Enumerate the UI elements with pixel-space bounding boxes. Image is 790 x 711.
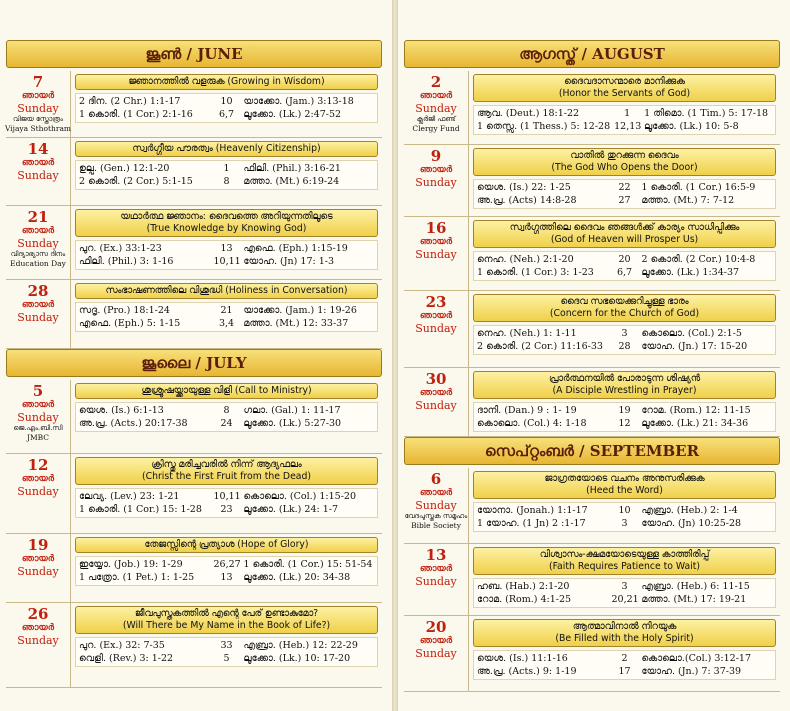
day-name-ml: ഞായർ <box>419 488 453 498</box>
date-cell <box>6 603 71 687</box>
reading-verse: 1 <box>223 163 230 174</box>
theme-box <box>75 283 378 299</box>
day-name-ml: ഞായർ <box>21 554 55 564</box>
week-content <box>469 616 780 691</box>
right-column <box>404 40 780 692</box>
reading-nt: ലൂക്കോ. (Lk.) 10: 5-8 <box>644 121 739 132</box>
day-note-en: Education Day <box>10 259 66 268</box>
reading-verse: 5 <box>223 653 230 664</box>
reading-ot: വെളി. (Rev.) 3: 1-22 <box>79 653 174 664</box>
reading-nt: ലൂക്കോ. (Lk.) 5:27-30 <box>243 418 342 429</box>
right-page <box>398 0 790 711</box>
day-name-ml: ഞായർ <box>21 91 55 101</box>
theme-line: (Be Filled with the Holy Spirit) <box>555 633 694 644</box>
reading-ot: ഹബ. (Hab.) 2:1-20 <box>477 581 570 592</box>
reading-nt: എബ്രാ. (Heb.) 2: 1-4 <box>641 505 738 516</box>
reading-ot: ഇയ്യോ. (Job.) 19: 1-29 <box>79 559 183 570</box>
reading-ot: സദൃ. (Pro.) 18:1-24 <box>79 305 170 316</box>
day-note-en: Vijaya Sthothram <box>4 124 72 133</box>
reading-verse: 10 <box>618 505 631 516</box>
reading-verse: 2 <box>621 653 628 664</box>
theme-box <box>473 471 776 499</box>
week-row <box>404 368 780 437</box>
theme-box <box>75 537 378 553</box>
day-name-en: Sunday <box>415 499 457 512</box>
theme-line: സ്വർഗ്ഗത്തിലെ ദൈവം ഞങ്ങൾക്ക് കാര്യം സാധിപ്പിക്കും <box>509 222 740 233</box>
day-name-en: Sunday <box>415 176 457 189</box>
theme-box <box>473 148 776 176</box>
readings-table <box>75 160 378 190</box>
day-number: 20 <box>425 618 447 636</box>
theme-line: ജീവപുസ്തകത്തിൽ എന്റെ പേര് ഉണ്ടാകുമോ? <box>134 608 319 619</box>
reading-verse: 13 <box>220 572 233 583</box>
reading-verse: 22 <box>618 182 631 193</box>
reading-verse: 26,27 <box>213 559 241 570</box>
day-name-en: Sunday <box>17 311 59 324</box>
week-content <box>71 454 382 533</box>
week-content <box>71 603 382 687</box>
reading-nt: എബ്രാ. (Heb.) 12: 22-29 <box>243 640 358 651</box>
day-name-en: Sunday <box>415 399 457 412</box>
theme-line: (God of Heaven will Prosper Us) <box>550 234 699 245</box>
day-name-en: Sunday <box>17 634 59 647</box>
day-name-ml: ഞായർ <box>419 237 453 247</box>
theme-box <box>473 74 776 102</box>
reading-nt: ഫിലി. (Phil.) 3:16-21 <box>243 163 341 174</box>
readings-table <box>75 93 378 123</box>
week-row <box>404 468 780 544</box>
reading-verse: 6,7 <box>616 267 633 278</box>
date-cell <box>404 145 469 216</box>
reading-nt: യോഹ. (Jn) 10:25-28 <box>641 518 742 529</box>
week-row <box>6 71 382 138</box>
theme-box <box>473 371 776 399</box>
day-name-ml: ഞായർ <box>21 623 55 633</box>
week-row <box>6 534 382 603</box>
readings-table <box>473 105 776 135</box>
reading-nt: 2 കൊരി. (2 Cor.) 10:4-8 <box>641 254 756 265</box>
day-name-en: Sunday <box>17 169 59 182</box>
week-row <box>404 616 780 692</box>
day-number: 12 <box>27 456 49 474</box>
day-name-ml: ഞായർ <box>419 311 453 321</box>
week-row <box>404 291 780 368</box>
reading-ot: നെഹ. (Neh.) 2:1-20 <box>477 254 574 265</box>
reading-nt: കൊലൊ. (Col.) 1:15-20 <box>243 491 357 502</box>
readings-table <box>75 240 378 270</box>
reading-ot: 2 കൊരി. (2 Cor.) 11:16-33 <box>477 341 603 352</box>
reading-nt: മത്താ. (Mt.) 7: 7-12 <box>641 195 735 206</box>
reading-ot: യെശ. (Is.) 6:1-13 <box>79 405 164 416</box>
theme-line: സംഭാഷണത്തിലെ വിശുദ്ധി (Holiness in Conversation) <box>105 285 348 296</box>
week-content <box>469 145 780 216</box>
readings-table <box>473 650 776 680</box>
readings-table <box>473 578 776 608</box>
reading-nt: ലൂക്കോ. (Lk.) 2:47-52 <box>243 109 342 120</box>
reading-ot: 1 തെസ്സ. (1 Thess.) 5: 12-28 <box>477 121 611 132</box>
theme-line: വിശ്വാസം-ക്ഷമയോടെയുള്ള കാത്തിരിപ്പ് <box>539 549 710 560</box>
week-row <box>6 454 382 534</box>
reading-ot: ലേവ്യ. (Lev.) 23: 1-21 <box>79 491 180 502</box>
theme-line: (A Disciple Wrestling in Prayer) <box>552 385 697 396</box>
reading-verse: 10,11 <box>213 491 241 502</box>
theme-box <box>473 619 776 647</box>
day-number: 9 <box>430 147 442 165</box>
day-name-en: Sunday <box>415 322 457 335</box>
month-section <box>6 349 382 688</box>
theme-line: (Heed the Word) <box>586 485 663 496</box>
reading-verse: 19 <box>618 405 631 416</box>
readings-table <box>473 251 776 281</box>
theme-box <box>75 74 378 90</box>
date-cell <box>6 534 71 602</box>
reading-nt: യോഹ. (Jn.) 17: 15-20 <box>641 341 748 352</box>
reading-ot: ദാനി. (Dan.) 9 : 1- 19 <box>477 405 577 416</box>
readings-table <box>75 302 378 332</box>
date-cell <box>6 138 71 205</box>
theme-box <box>75 209 378 237</box>
theme-line: (The God Who Opens the Door) <box>551 162 698 173</box>
reading-ot: ഫിലി. (Phil.) 3: 1-16 <box>79 256 174 267</box>
week-content <box>71 380 382 453</box>
theme-box <box>75 141 378 157</box>
reading-nt: ഗലാ. (Gal.) 1: 11-17 <box>243 405 341 416</box>
day-note: ക്ലർജി ഫണ്ട് <box>416 115 456 123</box>
week-row <box>404 145 780 217</box>
month-header: ജൂൺ / JUNE <box>6 40 382 68</box>
left-column <box>6 40 382 688</box>
reading-ot: അ.പ്ര. (Acts.) 20:17-38 <box>79 418 188 429</box>
day-name-en: Sunday <box>415 575 457 588</box>
month-section <box>404 40 780 437</box>
reading-nt: 1 കൊരി. (1 Cor.) 16:5-9 <box>641 182 756 193</box>
week-row <box>6 206 382 280</box>
reading-nt: 1 കൊരി. (1 Cor.) 15: 51-54 <box>243 559 373 570</box>
week-row <box>6 380 382 454</box>
day-name-ml: ഞായർ <box>419 564 453 574</box>
day-name-ml: ഞായർ <box>21 300 55 310</box>
week-row <box>6 138 382 206</box>
date-cell <box>404 468 469 543</box>
reading-ot: 1 പത്രോ. (1 Pet.) 1: 1-25 <box>79 572 195 583</box>
readings-table <box>473 502 776 532</box>
date-cell <box>404 544 469 615</box>
date-cell <box>404 291 469 367</box>
readings-table <box>473 325 776 355</box>
day-note: വിദ്യാഭ്യാസ ദിനം <box>10 250 66 258</box>
reading-ot: 1 കൊരി. (1 Cor.) 2:1-16 <box>79 109 193 120</box>
reading-nt: യോഹ. (Jn.) 7: 37-39 <box>641 666 742 677</box>
reading-verse: 27 <box>618 195 631 206</box>
readings-table <box>75 637 378 667</box>
week-content <box>469 217 780 290</box>
day-number: 16 <box>425 219 447 237</box>
reading-verse: 20,21 <box>611 594 639 605</box>
week-row <box>6 603 382 688</box>
reading-nt: ലൂക്കോ. (Lk.) 1:34-37 <box>641 267 740 278</box>
day-number: 6 <box>430 470 442 488</box>
reading-nt: എബ്രാ. (Heb.) 6: 11-15 <box>641 581 750 592</box>
date-cell <box>6 280 71 348</box>
reading-verse: 10 <box>220 96 233 107</box>
theme-box <box>75 457 378 485</box>
reading-ot: 1 കൊരി. (1 Cor.) 15: 1-28 <box>79 504 202 515</box>
day-number: 21 <box>27 208 49 226</box>
week-content <box>71 71 382 137</box>
day-number: 13 <box>425 546 447 564</box>
day-note: വേദപുസ്തക സമൂഹം <box>404 512 468 520</box>
reading-ot: 2 ദിന. (2 Chr.) 1:1-17 <box>79 96 181 107</box>
date-cell <box>6 206 71 279</box>
reading-verse: 3 <box>621 328 628 339</box>
day-number: 19 <box>27 536 49 554</box>
day-number: 28 <box>27 282 49 300</box>
month-section <box>6 40 382 349</box>
day-name-ml: ഞായർ <box>419 636 453 646</box>
month-header: ജൂലൈ / JULY <box>6 349 382 377</box>
reading-verse: 33 <box>220 640 233 651</box>
week-content <box>469 291 780 367</box>
week-content <box>469 544 780 615</box>
reading-nt: മത്താ. (Mt.) 12: 33-37 <box>243 318 349 329</box>
date-cell <box>6 454 71 533</box>
day-number: 7 <box>32 73 44 91</box>
month-header: ആഗസ്ത് / AUGUST <box>404 40 780 68</box>
theme-line: തേജസ്സിന്റെ പ്രത്യാശ (Hope of Glory) <box>144 539 309 550</box>
day-name-ml: ഞായർ <box>419 388 453 398</box>
day-name-en: Sunday <box>17 237 59 250</box>
theme-line: ക്രിസ്തു മരിച്ചവരിൽ നിന്ന് ആദ്യഫലം <box>151 459 302 470</box>
reading-ot: 2 കൊരി. (2 Cor.) 5:1-15 <box>79 176 193 187</box>
reading-nt: മത്താ. (Mt.) 6:19-24 <box>243 176 340 187</box>
theme-line: ശുശ്രൂഷയ്ക്കായുള്ള വിളി (Call to Ministry) <box>141 385 312 396</box>
reading-nt: എഫെ. (Eph.) 1:15-19 <box>243 243 348 254</box>
day-name-ml: ഞായർ <box>419 91 453 101</box>
reading-verse: 13 <box>220 243 233 254</box>
reading-ot: 1 യോഹ. (1 Jn) 2 :1-17 <box>477 518 586 529</box>
reading-verse: 8 <box>223 176 230 187</box>
reading-verse: 17 <box>618 666 631 677</box>
theme-line: ദൈവ സഭയെക്കുറിച്ചുള്ള ഭാരം <box>560 296 689 307</box>
reading-nt: ലൂക്കോ. (Lk.) 20: 34-38 <box>243 572 351 583</box>
reading-nt: യാക്കോ. (Jam.) 1: 19-26 <box>243 305 357 316</box>
date-cell <box>404 217 469 290</box>
reading-nt: റോമ. (Rom.) 12: 11-15 <box>641 405 751 416</box>
day-name-en: Sunday <box>415 248 457 261</box>
month-header: സെപ്റ്റംബർ / SEPTEMBER <box>404 437 780 465</box>
reading-ot: യോനാ. (Jonah.) 1:1-17 <box>477 505 588 516</box>
theme-line: (Honor the Servants of God) <box>558 88 691 99</box>
day-note-en: Clergy Fund <box>412 124 460 133</box>
day-name-ml: ഞായർ <box>21 474 55 484</box>
reading-ot: യെശ. (Is.) 22: 1-25 <box>477 182 571 193</box>
day-name-en: Sunday <box>415 102 457 115</box>
reading-nt: ലൂക്കോ. (Lk.) 21: 34-36 <box>641 418 749 429</box>
day-note-en: Bible Society <box>411 521 461 530</box>
reading-ot: ആവ. (Deut.) 18:1-22 <box>477 108 580 119</box>
week-row <box>404 217 780 291</box>
day-name-en: Sunday <box>415 647 457 660</box>
reading-ot: ഉല്പ. (Gen.) 12:1-20 <box>79 163 170 174</box>
theme-line: പ്രാർത്ഥനയിൽ പോരാടുന്ന ശിഷ്യൻ <box>548 373 701 384</box>
day-note: ജെ.എം.ബി.സി <box>13 424 63 432</box>
week-content <box>71 206 382 279</box>
day-number: 23 <box>425 293 447 311</box>
reading-ot: കൊലൊ. (Col.) 4: 1-18 <box>477 418 587 429</box>
day-name-en: Sunday <box>17 102 59 115</box>
theme-line: ജാഗ്രതയോടെ വചനം അനുസരിക്കുക <box>544 473 705 484</box>
reading-nt: കൊലൊ.(Col.) 3:12-17 <box>641 653 751 664</box>
theme-box <box>473 547 776 575</box>
week-content <box>469 468 780 543</box>
reading-verse: 24 <box>220 418 233 429</box>
date-cell <box>404 368 469 436</box>
reading-ot: പുറ. (Ex.) 33:1-23 <box>79 243 162 254</box>
day-number: 30 <box>425 370 447 388</box>
theme-line: സ്വർഗ്ഗീയ പൗരത്വം (Heavenly Citizenship) <box>132 143 321 154</box>
reading-verse: 8 <box>223 405 230 416</box>
theme-line: ജ്ഞാനത്തിൽ വളരുക (Growing in Wisdom) <box>128 76 325 87</box>
day-name-en: Sunday <box>17 411 59 424</box>
reading-verse: 23 <box>220 504 233 515</box>
reading-ot: യെശ. (Is.) 11:1-16 <box>477 653 568 664</box>
day-name-ml: ഞായർ <box>21 226 55 236</box>
week-content <box>469 71 780 144</box>
theme-line: യഥാർത്ഥ ജ്ഞാനം: ദൈവത്തെ അറിയുന്നതിലൂടെ <box>120 211 333 222</box>
day-name-ml: ഞായർ <box>419 165 453 175</box>
day-number: 2 <box>430 73 442 91</box>
reading-verse: 12 <box>618 418 631 429</box>
reading-verse: 3 <box>621 518 628 529</box>
reading-verse: 10,11 <box>213 256 241 267</box>
reading-verse: 6,7 <box>218 109 235 120</box>
readings-table <box>473 179 776 209</box>
date-cell <box>404 71 469 144</box>
theme-line: (True Knowledge by Knowing God) <box>146 223 307 234</box>
reading-nt: യാക്കോ. (Jam.) 3:13-18 <box>243 96 354 107</box>
theme-box <box>473 220 776 248</box>
theme-line: വാതിൽ തുറക്കുന്ന ദൈവം <box>570 150 679 161</box>
day-note-en: JMBC <box>26 433 50 442</box>
day-number: 5 <box>32 382 44 400</box>
theme-line: ദൈവദാസന്മാരെ മാനിക്കുക <box>564 76 685 87</box>
week-content <box>71 138 382 205</box>
day-note: വിജയ സ്തോത്രം <box>13 115 63 123</box>
readings-table <box>75 556 378 586</box>
day-name-ml: ഞായർ <box>21 400 55 410</box>
week-content <box>71 534 382 602</box>
reading-verse: 3,4 <box>218 318 235 329</box>
reading-ot: 1 കൊരി. (1 Cor.) 3: 1-23 <box>477 267 594 278</box>
reading-ot: എഫെ. (Eph.) 5: 1-15 <box>79 318 181 329</box>
reading-verse: 28 <box>618 341 631 352</box>
reading-verse: 20 <box>618 254 631 265</box>
reading-ot: പുറ. (Ex.) 32: 7-35 <box>79 640 165 651</box>
reading-nt: മത്താ. (Mt.) 17: 19-21 <box>641 594 747 605</box>
readings-table <box>75 402 378 432</box>
date-cell <box>6 71 71 137</box>
week-row <box>404 71 780 145</box>
theme-line: (Faith Requires Patience to Wait) <box>548 561 701 572</box>
week-content <box>469 368 780 436</box>
theme-box <box>473 294 776 322</box>
reading-nt: യോഹ. (Jn) 17: 1-3 <box>243 256 335 267</box>
reading-ot: റോമ. (Rom.) 4:1-25 <box>477 594 572 605</box>
reading-nt: കൊലൊ. (Col.) 2:1-5 <box>641 328 742 339</box>
day-number: 26 <box>27 605 49 623</box>
week-content <box>71 280 382 348</box>
readings-table <box>473 402 776 432</box>
week-row <box>6 280 382 349</box>
week-row <box>404 544 780 616</box>
reading-verse: 3 <box>621 581 628 592</box>
date-cell <box>404 616 469 691</box>
theme-box <box>75 383 378 399</box>
reading-ot: അ.പ്ര. (Acts.) 9: 1-19 <box>477 666 577 677</box>
reading-ot: നെഹ. (Neh.) 1: 1-11 <box>477 328 577 339</box>
reading-verse: 12,13 <box>614 121 642 132</box>
theme-box <box>75 606 378 634</box>
date-cell <box>6 380 71 453</box>
day-number: 14 <box>27 140 49 158</box>
theme-line: (Will There be My Name in the Book of Life?) <box>122 620 331 631</box>
day-name-ml: ഞായർ <box>21 158 55 168</box>
day-name-en: Sunday <box>17 565 59 578</box>
reading-nt: 1 തിമൊ. (1 Tim.) 5: 17-18 <box>644 108 769 119</box>
theme-line: (Christ the First Fruit from the Dead) <box>141 471 312 482</box>
reading-ot: അ.പ്ര. (Acts) 14:8-28 <box>477 195 577 206</box>
reading-verse: 21 <box>220 305 233 316</box>
left-page <box>0 0 392 711</box>
reading-verse: 1 <box>624 108 631 119</box>
readings-table <box>75 488 378 518</box>
reading-nt: ലൂക്കോ. (Lk.) 24: 1-7 <box>243 504 339 515</box>
theme-line: (Concern for the Church of God) <box>549 308 700 319</box>
reading-nt: ലൂക്കോ. (Lk.) 10: 17-20 <box>243 653 351 664</box>
month-section <box>404 437 780 692</box>
theme-line: ആത്മാവിനാൽ നിറയുക <box>572 621 677 632</box>
day-name-en: Sunday <box>17 485 59 498</box>
